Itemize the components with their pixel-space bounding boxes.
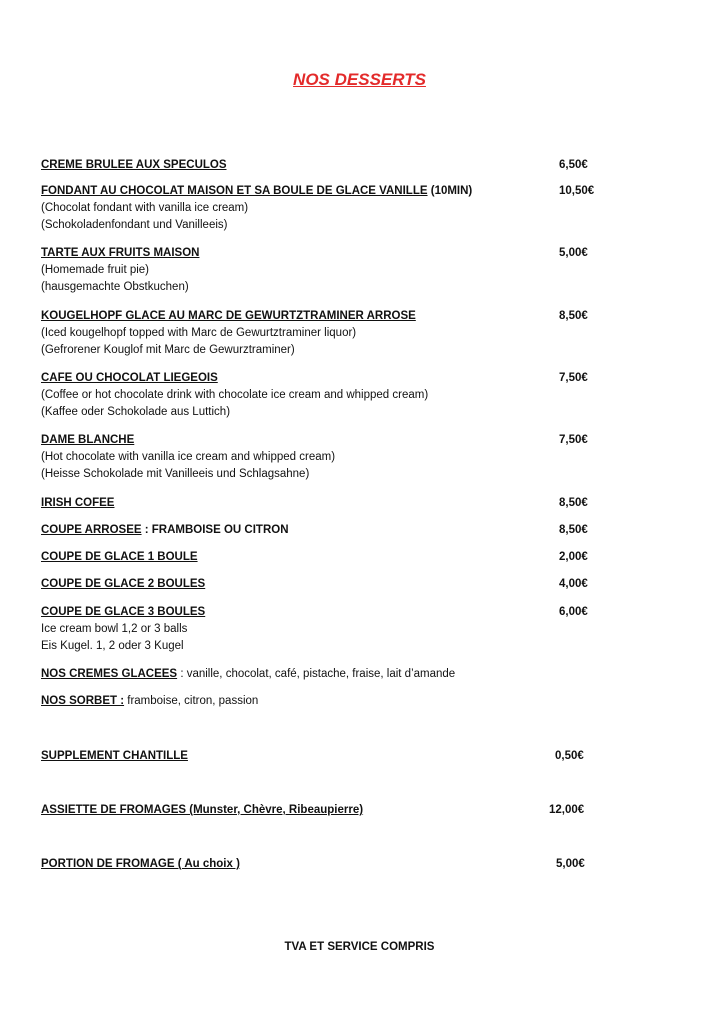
item-price: 12,00€ (549, 804, 585, 816)
item-description-de: (Schokoladenfondant und Vanilleeis) (41, 219, 228, 231)
item-description-en: (Coffee or hot chocolate drink with chocolate ice cream and whipped cream) (41, 389, 429, 401)
item-name: COUPE ARROSEE (41, 524, 142, 536)
menu-item (41, 522, 681, 539)
menu-item (41, 549, 681, 566)
menu-item (41, 183, 681, 234)
item-name: COUPE DE GLACE 1 BOULE (41, 551, 198, 563)
menu-item (41, 308, 681, 359)
item-description-en: Ice cream bowl 1,2 or 3 balls (41, 623, 188, 635)
item-price: 4,00€ (559, 578, 588, 590)
item-description-en: (Chocolat fondant with vanilla ice cream) (41, 202, 249, 214)
item-description-de: (Gefrorener Kouglof mit Marc de Gewurztraminer) (41, 344, 295, 356)
menu-item (41, 495, 681, 512)
item-name: IRISH COFEE (41, 497, 115, 509)
item-description-en: (Homemade fruit pie) (41, 264, 150, 276)
item-description-de: (Heisse Schokolade mit Vanilleeis und Schlagsahne) (41, 468, 310, 480)
item-price: 7,50€ (559, 434, 588, 446)
item-description-en: (Iced kougelhopf topped with Marc de Gewurtztraminer liquor) (41, 327, 357, 339)
item-price: 6,50€ (559, 159, 588, 171)
item-price: 10,50€ (559, 185, 595, 197)
portion-item (41, 856, 681, 873)
item-name: ASSIETTE DE FROMAGES (Munster, Chèvre, Ribeaupierre) (41, 804, 364, 816)
menu-item (41, 157, 681, 174)
item-description-de: (Kaffee oder Schokolade aus Luttich) (41, 406, 231, 418)
item-name: COUPE DE GLACE 2 BOULES (41, 578, 206, 590)
item-price: 8,50€ (559, 524, 588, 536)
assiette-item (41, 802, 681, 819)
item-name: DAME BLANCHE (41, 434, 135, 446)
item-price: 5,00€ (559, 247, 588, 259)
menu-item (41, 604, 681, 655)
menu-item (41, 576, 681, 593)
menu-item (41, 370, 681, 421)
sorbet-label: NOS SORBET : (41, 695, 125, 707)
item-description-de: Eis Kugel. 1, 2 oder 3 Kugel (41, 640, 184, 652)
item-description-de: (hausgemachte Obstkuchen) (41, 281, 189, 293)
item-price: 2,00€ (559, 551, 588, 563)
item-price: 0,50€ (555, 750, 584, 762)
item-price: 7,50€ (559, 372, 588, 384)
item-name: COUPE DE GLACE 3 BOULES (41, 606, 206, 618)
sorbet-line (41, 693, 681, 710)
item-price: 8,50€ (559, 497, 588, 509)
item-name: TARTE AUX FRUITS MAISON (41, 247, 200, 259)
cremes-label: NOS CREMES GLACEES (41, 668, 178, 680)
item-name: KOUGELHOPF GLACE AU MARC DE GEWURTZTRAMINER ARROSE (41, 310, 416, 322)
cremes-flavours: : vanille, chocolat, café, pistache, fraise, lait d’amande (180, 668, 456, 680)
footer-note: TVA ET SERVICE COMPRIS (284, 941, 435, 953)
page-title: NOS DESSERTS (293, 70, 426, 89)
item-suffix: : FRAMBOISE OU CITRON (144, 524, 289, 536)
item-name: FONDANT AU CHOCOLAT MAISON ET SA BOULE DE GLACE VANILLE (41, 185, 428, 197)
item-description-en: (Hot chocolate with vanilla ice cream and whipped cream) (41, 451, 336, 463)
menu-item (41, 245, 681, 296)
item-price: 5,00€ (556, 858, 585, 870)
cremes-glacees-line (41, 666, 681, 683)
item-suffix: (10MIN) (430, 185, 473, 197)
menu-item (41, 432, 681, 483)
item-price: 8,50€ (559, 310, 588, 322)
item-name: CREME BRULEE AUX SPECULOS (41, 159, 227, 171)
item-name: SUPPLEMENT CHANTILLE (41, 750, 188, 762)
sorbet-flavours: framboise, citron, passion (127, 695, 259, 707)
supplement-item (41, 748, 681, 765)
item-price: 6,00€ (559, 606, 588, 618)
item-name: PORTION DE FROMAGE ( Au choix ) (41, 858, 240, 870)
item-name: CAFE OU CHOCOLAT LIEGEOIS (41, 372, 218, 384)
